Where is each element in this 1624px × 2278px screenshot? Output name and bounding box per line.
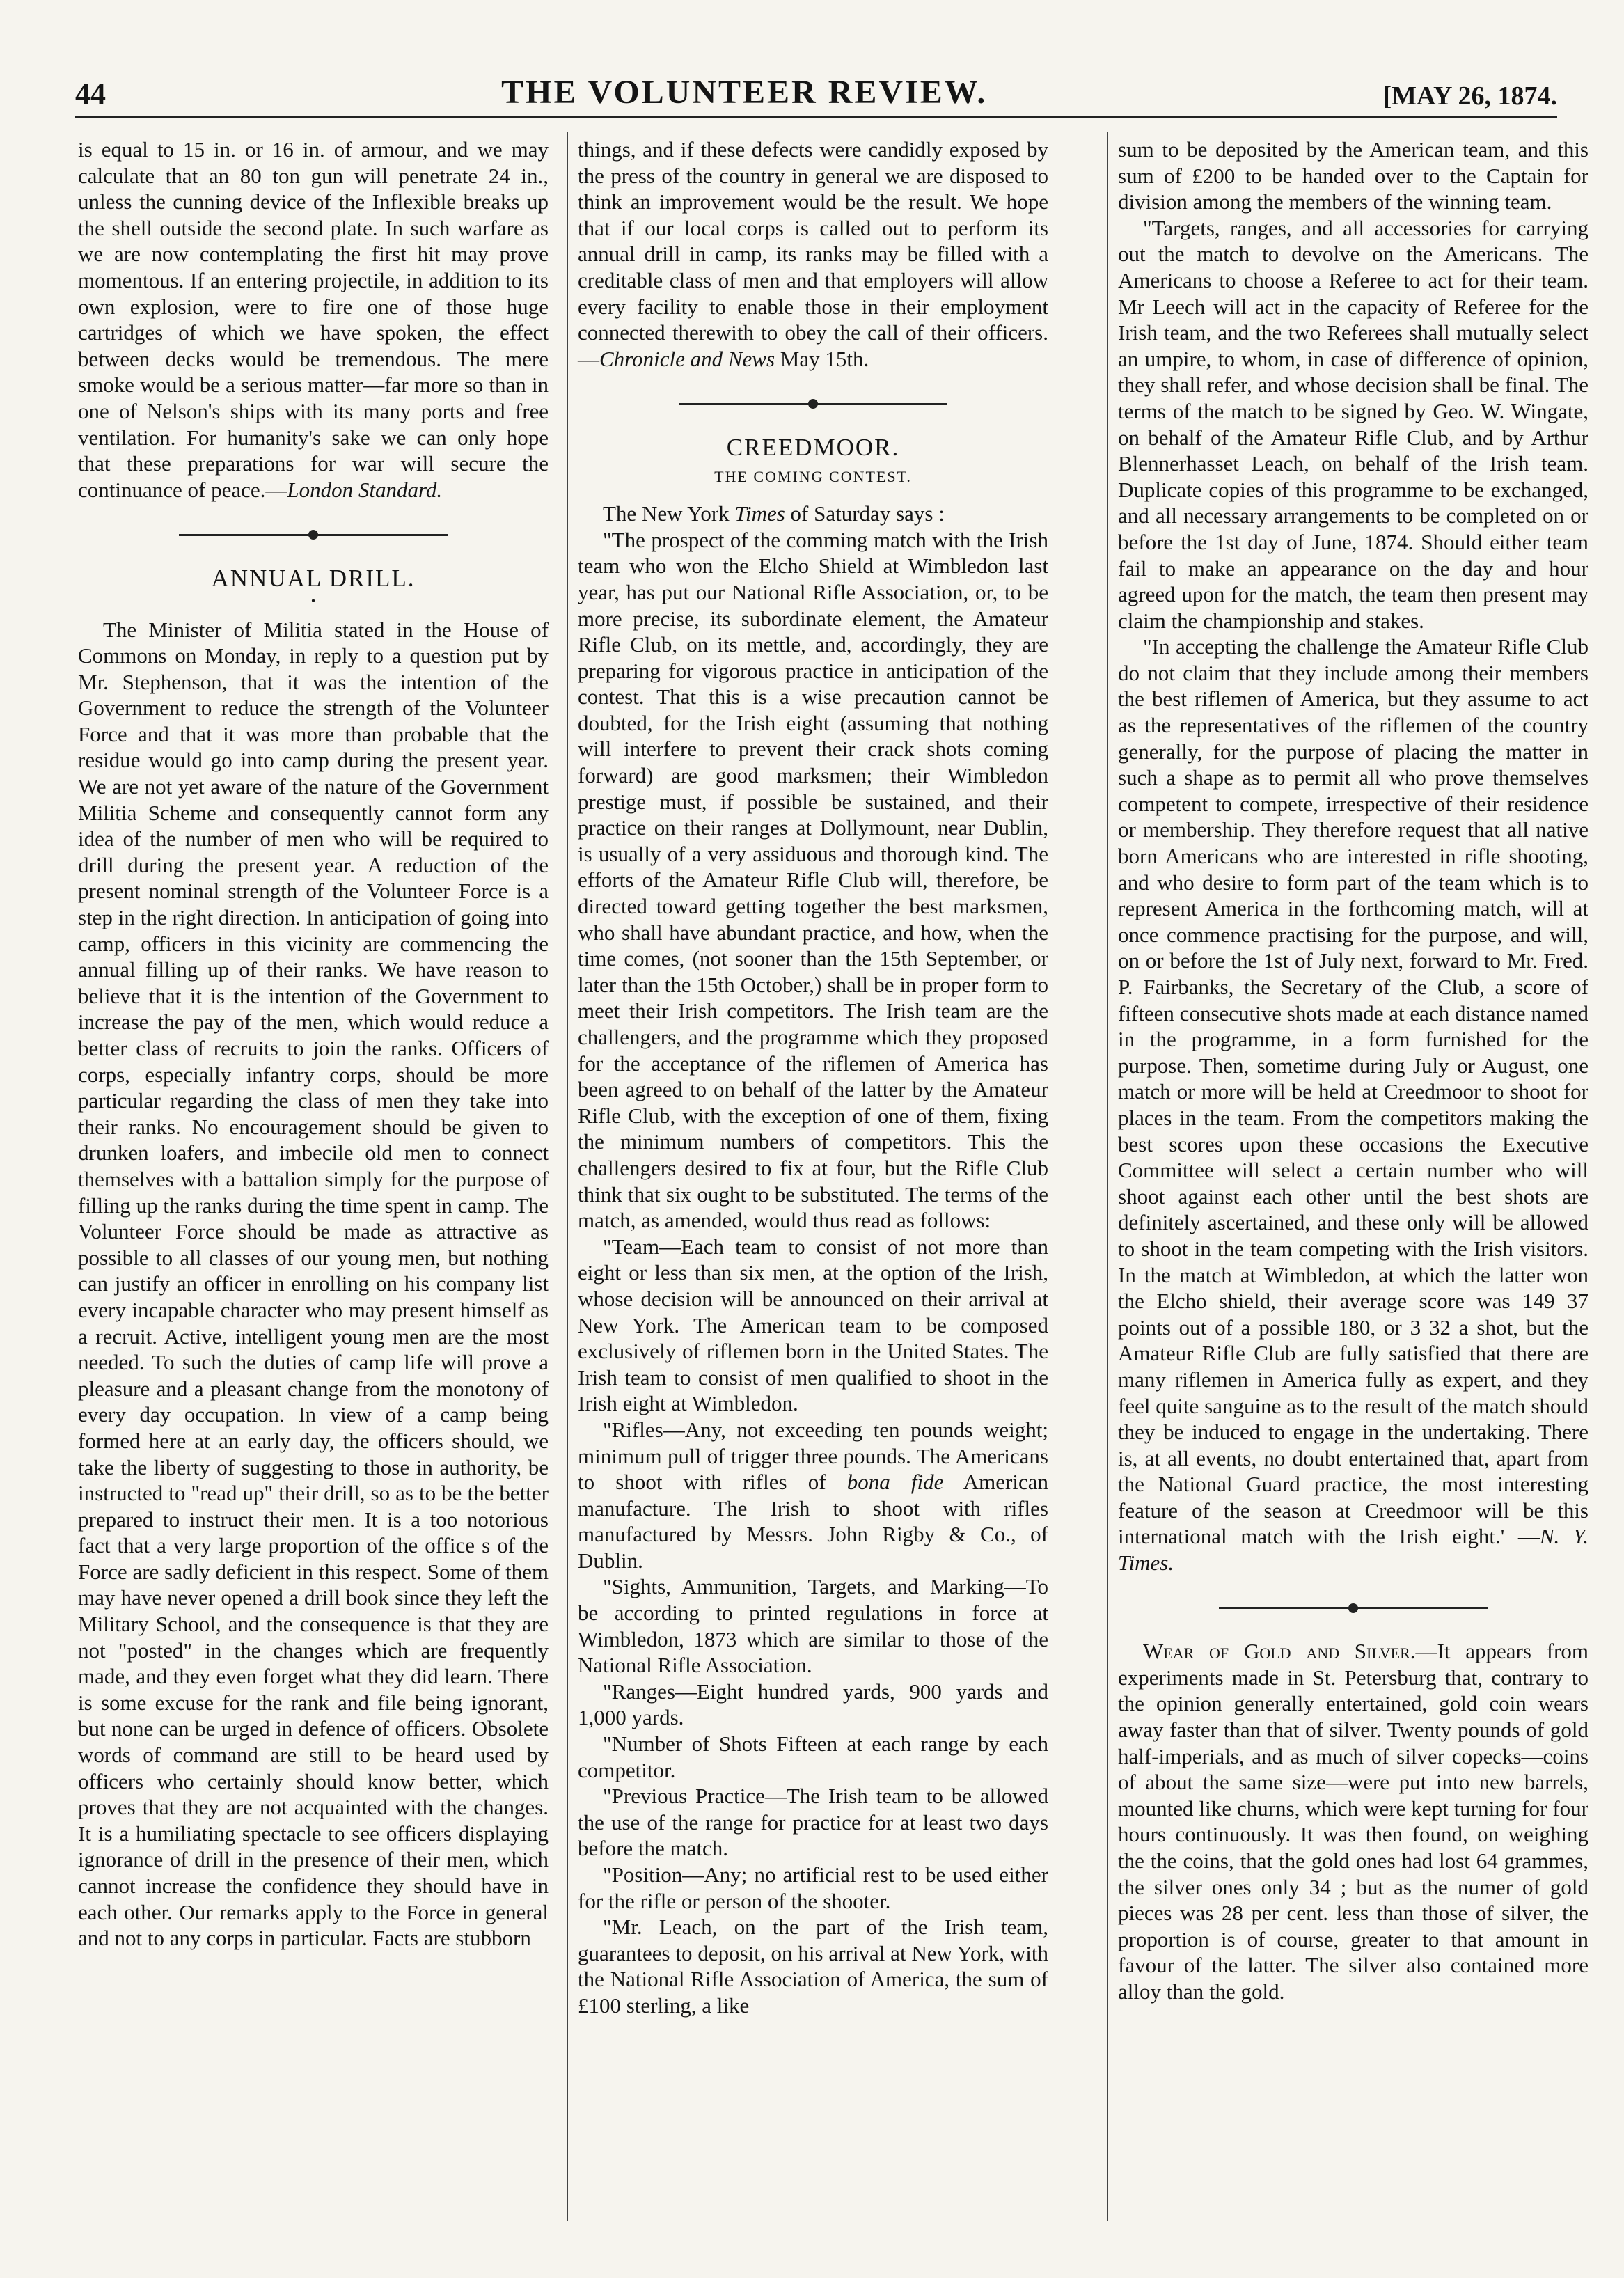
column-3 bbox=[1118, 136, 1588, 2005]
article-armour-source: London Standard. bbox=[287, 477, 443, 502]
section-separator bbox=[1118, 1593, 1588, 1619]
issue-date: [MAY 26, 1874. bbox=[1382, 81, 1557, 111]
article-armour bbox=[78, 136, 549, 503]
times-intro-text: The New York bbox=[603, 501, 735, 526]
paragraph-number-of-shots: "Number of Shots Fifteen at each range by each competitor. bbox=[578, 1731, 1048, 1782]
page-number: 44 bbox=[75, 77, 106, 111]
paragraph-rifles-c: American manufacture. The Irish to shoot with rifles manufactured by Messrs. John Rigby & Co., of Dublin. bbox=[578, 1470, 1048, 1573]
section-separator bbox=[78, 519, 549, 546]
heading-ornament: • bbox=[310, 593, 316, 608]
paragraph-accepting-text: "In accepting the challenge the Amateur Rifle Club do not claim that they include among their members the best riflemen of America, but they assume to act as the representatives of the riflemen of the country generally, for the purpose of placing the matter in such a shape as to permit all who prove themselves competent to compete, irrespective of their residence or membership. They therefore request that all native born Americans who are interested in rifle shooting, and who desire to form part of the team which is to represent America in the forthcoming match, will at once commence practising for the purpose, and will, on or before the 1st of July next, forward to Mr. Fred. P. Fairbanks, the Secretary of the Club, a score of fifteen consecutive shots made at each distance named in the programme, in a form furnished for the purpose. Then, sometime during July or August, one match or more will be held at Creedmoor to shoot for places in the team. From the competitors making the best scores upon these occasions the Executive Committee will select a certain number who will shoot against each other until the best shots are definitely ascertained, and these only will be allowed to shoot in the team competing with the Irish visitors. In the match at Wimbledon, at which the latter won the Elcho shield, their average score was 149 37 points out of a possible 180, or 3 32 a shot, but the Amateur Rifle Club are fully satisfied that there are many riflemen in America fully as expert, and they feel quite sanguine as to the result of the match should they be induced to engage in the undertaking. There is, at all events, no doubt entertained that, apart from the National Guard practice, the most interesting feature of the season at Creedmoor will be this international match with the Irish eight.' — bbox=[1118, 634, 1588, 1549]
heading-creedmoor: CREEDMOOR. bbox=[726, 433, 900, 461]
article-annual-drill: The Minister of Militia stated in the House of Commons on Monday, in reply to a question put by Mr. Stephenson, that it was the intention of the Government to reduce the strength of the Volunteer Force and that it was more than probable that the residue would go into camp during the present year. We are not yet aware of the nature of the Government Militia Scheme and consequently cannot form any idea of the number of men who will be required to drill during the present year. A reduction of the present nominal strength of the Volunteer Force is a step in the right direction. In anticipation of going into camp, officers in this vicinity are commencing the annual filling up of their ranks. We have reason to believe that it is the intention of the Government to increase the pay of the men, which would reduce a better class of recruits to join the ranks. Officers of corps, especially infantry corps, should be more particular regarding the class of men they take into their ranks. No encouragement should be given to drunken loafers, and imbecile old men to connect themselves with a battalion simply for the purpose of filling up the ranks during the time spent in camp. The Volunteer Force should be made as attractive as possible to all classes of our young men, but nothing can justify an officer in enrolling on his company list every incapable character who may present himself as a recruit. Active, intelligent young men are the most needed. To such the duties of camp life will prove a pleasure and a pleasant change from the monotony of every day occupation. In view of a camp being formed here at an early day, the officers should, we take the liberty of suggesting to those in authority, be instructed to "read up" their drill, so as to be the better prepared to instruct their men. It is a too notorious fact that a very large proportion of the office s of the Force are sadly deficient in this respect. Some of them may have never opened a drill book since they left the Military School, and the consequence is that they are not "posted" in the changes which are frequently made, and they even forget what they did learn. There is some excuse for the rank and file being ignorant, but none can be urged in defence of officers. Obsolete words of command are still to be heard used by officers who certainly should know better, which proves that they are not acquainted with the changes. It is a humiliating spectacle to see officers displaying ignorance of drill in the presence of their men, which cannot increase the confidence they should have in each other. Our remarks apply to the Force in general and not to any corps in particular. Facts are stubborn bbox=[78, 617, 549, 1951]
paragraph-sights: "Sights, Ammunition, Targets, and Marking—To be according to printed regulations in force at Wimbledon, 1873 which are similar to those of the National Rifle Association. bbox=[578, 1574, 1048, 1678]
article-wear-of-gold-text: —It appears from experiments made in St. Petersburg that, contrary to the opinion generally entertained, gold coin wears away faster than that of silver. Twenty pounds of gold half-imperials, and as much of silver copecks—coins of about the same size—were put into new barrels, mounted like churns, which were kept turning for four hours continuously. It was then found, on weighing the the coins, that the gold ones had lost 64 grammes, the silver ones only 34 ; but as the numer of gold pieces was 28 per cent. less than those of silver, the proportion is of course, greater to that amount in favour of the latter. The silver also contained more alloy than the gold. bbox=[1118, 1639, 1588, 2004]
article-annual-drill-cont-text: things, and if these defects were candidly exposed by the press of the country in general we are disposed to think an improvement would be the result. We hope that if our local corps is called out to perform its annual drill in camp, its ranks may be filled with a creditable class of men and that employers will allow every facility to enable those in their employment connected therewith to obey the call of their officers.— bbox=[578, 137, 1048, 371]
paragraph-rifles-a: "Rifles—Any, not exceeding ten pounds weight; minimum pull of trigger three pounds. The Americans to shoot with rifles of bbox=[578, 1417, 1048, 1495]
article-annual-drill-date: May 15th. bbox=[775, 346, 869, 371]
paragraph-team: "Team—Each team to consist of not more than eight or less than six men, at the option of the Irish, whose decision will be announced on their arrival at New York. The American team to be composed exclusively of riflemen born in the United States. The Irish team to consist of men qualified to shoot in the Irish eight at Wimbledon. bbox=[578, 1234, 1048, 1416]
article-annual-drill-source: Chronicle and News bbox=[599, 346, 775, 371]
paragraph-previous-practice: "Previous Practice—The Irish team to be allowed the use of the range for practice for at least two days before the match. bbox=[578, 1784, 1048, 1861]
section-separator bbox=[578, 388, 1048, 415]
article-wear-of-gold bbox=[1118, 1638, 1588, 2004]
paragraph-sum: sum to be deposited by the American team, and this sum of £200 to be handed over to the Captain for division among the members of the winning team. bbox=[1118, 137, 1588, 214]
page-header bbox=[75, 68, 1557, 111]
column-1 bbox=[78, 136, 549, 1951]
paragraph-accepting bbox=[1118, 634, 1588, 1576]
column-2 bbox=[578, 136, 1048, 2019]
paragraph-prospect: "The prospect of the comming match with the Irish team who won the Elcho Shield at Wimbledon last year, has put our National Rifle Association, or, to be more precise, its subordinate element, the Amateur Rifle Club, on its mettle, and, accordingly, they are preparing for vigorous practice in anticipation of the contest. That this is a wise precaution cannot be doubted, for the Irish eight (assuming that nothing will interfere to prevent their crack shots coming forward) are good marksmen; their Wimbledon prestige must, if possible be sustained, and their practice on their ranges at Dollymount, near Dublin, is usually of a very assiduous and thorough kind. The efforts of the Amateur Rifle Club will, therefore, be directed toward getting together the best marksmen, who shall have abundant practice, and how, when the time comes, (not sooner than the 15th September, or later than the 15th October,) shall be in proper form to meet their Irish competitors. The Irish team are the challengers, and the programme which they proposed for the acceptance of the riflemen of America has been agreed to on behalf of the latter by the Amateur Rifle Club, with the exception of one of them, fixing the minimum numbers of competitors. This the challengers desired to fix at four, but the Rifle Club think that six ought to be substituted. The terms of the match, as amended, would thus read as follows: bbox=[578, 527, 1048, 1233]
times-intro-paper: Times bbox=[734, 501, 785, 526]
times-intro bbox=[578, 501, 1048, 527]
article-annual-drill-cont bbox=[578, 136, 1048, 372]
paragraph-targets: "Targets, ranges, and all accessories for carrying out the match to devolve on the Americans. The Americans to choose a Referee to act for their team. Mr Leech will act in the capacity of Referee for the Irish team, and the two Referees shall mutually select an umpire, to whom, in case of difference of opinion, they shall refer, and whose decision shall be final. The terms of the match to be signed by Geo. W. Wingate, on behalf of the Amateur Rifle Club, and by Arthur Blennerhasset Leach, on behalf of the Irish team. Duplicate copies of this programme to be exchanged, and all necessary arrangements to be completed on or before the 1st day of June, 1874. Should either team fail to make an appearance on the day and hour agreed upon for the match, the team then present may claim the championship and stakes. bbox=[1118, 215, 1588, 633]
paragraph-rifles-italic: bona fide bbox=[846, 1470, 944, 1495]
column-divider-1 bbox=[567, 132, 568, 2221]
times-intro-end: of Saturday says : bbox=[785, 501, 945, 526]
header-rule bbox=[75, 116, 1557, 118]
paragraph-position: "Position—Any; no artificial rest to be used either for the rifle or person of the shooter. bbox=[578, 1862, 1048, 1913]
article-wear-of-gold-title: Wear of Gold and Silver. bbox=[1143, 1639, 1416, 1664]
column-divider-2 bbox=[1107, 132, 1108, 2221]
article-armour-text: is equal to 15 in. or 16 in. of armour, and we may calculate that an 80 ton gun will penetrate 24 in., unless the cunning device of the Inflexible breaks up the shell outside the second plate. In such warfare as we are now contemplating the first hit may prove momentous. If an entering projectile, in addition to its own explosion, were to fire one of those huge cartridges of which we have spoken, the effect between decks would be tremendous. The mere smoke would be a serious matter—far more so than in one of Nelson's ships with its many ports and free ventilation. For humanity's sake we can only hope that these preparations for war will secure the continuance of peace.— bbox=[78, 137, 549, 502]
paragraph-ranges: "Ranges—Eight hundred yards, 900 yards and 1,000 yards. bbox=[578, 1679, 1048, 1730]
paragraph-rifles bbox=[578, 1417, 1048, 1574]
masthead: THE VOLUNTEER REVIEW. bbox=[501, 74, 988, 111]
heading-annual-drill: ANNUAL DRILL. bbox=[211, 564, 416, 592]
paragraph-accepting-source: N. Y. Times. bbox=[1118, 1524, 1588, 1576]
subheading-coming-contest: THE COMING CONTEST. bbox=[714, 467, 912, 485]
paragraph-leach: "Mr. Leach, on the part of the Irish team, guarantees to deposit, on his arrival at New York, with the National Rifle Association of America, the sum of £100 sterling, a like bbox=[578, 1915, 1048, 2018]
